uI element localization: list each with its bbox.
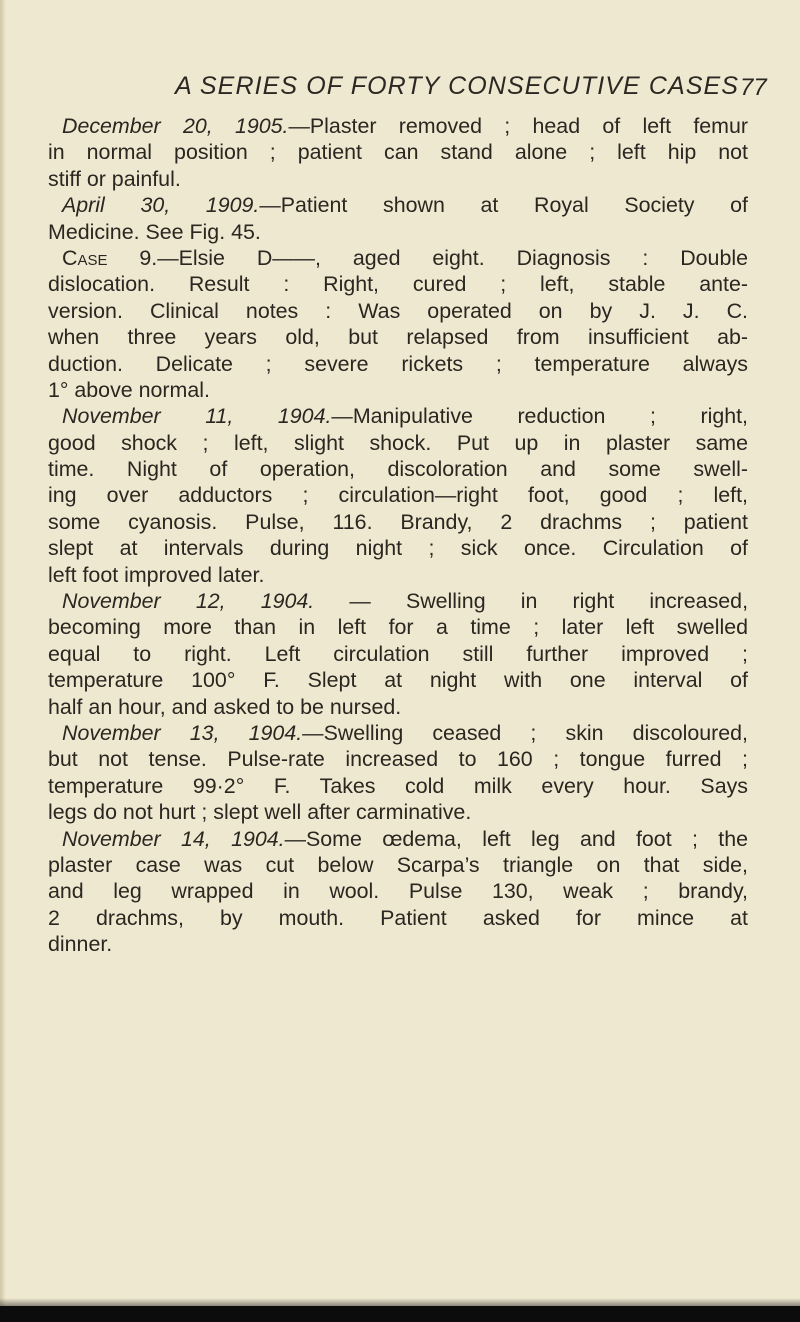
entry-date: November 11, 1904.: [62, 404, 332, 429]
line-text: —Patient shown at Royal Society of: [259, 193, 748, 218]
line-text: —Elsie D——, aged eight. Diagnosis : Double: [157, 245, 748, 270]
text-line: [48, 324, 748, 350]
line-text: half an hour, and asked to be nursed.: [48, 694, 402, 719]
text-line: [48, 720, 748, 746]
line-text: becoming more than in left for a time ; later left swelled: [48, 615, 748, 640]
line-text: and leg wrapped in wool. Pulse 130, weak ; brandy,: [48, 879, 748, 904]
page-header: [0, 64, 800, 104]
text-line: [48, 482, 748, 508]
case-label: Case 9.: [62, 245, 158, 270]
text-line: [48, 562, 748, 588]
page-bottom-edge: [0, 1306, 800, 1322]
text-line: [48, 826, 748, 852]
text-line: [48, 641, 748, 667]
line-text: legs do not hurt ; slept well after carminative.: [48, 800, 472, 825]
page-bottom-shadow: [0, 1298, 800, 1306]
text-line: [48, 878, 748, 904]
running-title: A SERIES OF FORTY CONSECUTIVE CASES: [175, 72, 740, 100]
line-text: in normal position ; patient can stand alone ; left hip not: [48, 140, 748, 165]
line-text: temperature 99·2° F. Takes cold milk every hour. Says: [48, 773, 748, 798]
line-text: —Swelling ceased ; skin discoloured,: [302, 720, 748, 745]
text-line: [48, 351, 748, 377]
text-line: [48, 403, 748, 429]
line-text: but not tense. Pulse-rate increased to 160 ; tongue furred ;: [48, 747, 748, 772]
entry-date: November 12, 1904.: [62, 589, 315, 614]
line-text: stiff or painful.: [48, 166, 181, 191]
text-line: [48, 377, 748, 403]
line-text: good shock ; left, slight shock. Put up in plaster same: [48, 430, 748, 455]
line-text: —Plaster removed ; head of left femur: [288, 114, 748, 138]
text-line: [48, 430, 748, 456]
line-text: 2 drachms, by mouth. Patient asked for mince at: [48, 905, 748, 930]
text-line: [48, 298, 748, 324]
line-text: dislocation. Result : Right, cured ; left, stable ante-: [48, 272, 748, 297]
text-line: [48, 245, 748, 271]
line-text: — Swelling in right increased,: [314, 589, 749, 614]
page-number: 77: [740, 74, 767, 101]
text-line: [48, 905, 748, 931]
line-text: duction. Delicate ; severe rickets ; temperature always: [48, 351, 748, 376]
line-text: ing over adductors ; circulation—right foot, good ; left,: [48, 483, 748, 508]
line-text: temperature 100° F. Slept at night with one interval of: [48, 668, 748, 693]
line-text: plaster case was cut below Scarpa’s triangle on that side,: [48, 852, 748, 877]
text-line: [48, 456, 748, 482]
line-text: some cyanosis. Pulse, 116. Brandy, 2 drachms ; patient: [48, 509, 748, 534]
line-text: slept at intervals during night ; sick once. Circulation of: [48, 536, 748, 561]
entry-date: December 20, 1905.: [62, 114, 289, 138]
text-line: [48, 931, 748, 957]
text-line: [48, 746, 748, 772]
entry-date: November 14, 1904.: [62, 826, 285, 851]
text-line: [48, 773, 748, 799]
text-line: [48, 271, 748, 297]
line-text: left foot improved later.: [48, 562, 265, 587]
text-line: [48, 219, 748, 245]
line-text: version. Clinical notes : Was operated on by J. J. C.: [48, 298, 748, 323]
text-line: [48, 166, 748, 192]
text-line: [48, 113, 748, 139]
text-line: [48, 694, 748, 720]
line-text: equal to right. Left circulation still further improved ;: [48, 641, 748, 666]
page-gutter-shadow: [0, 0, 6, 1322]
text-line: [48, 192, 748, 218]
text-line: [48, 588, 748, 614]
text-line: [48, 535, 748, 561]
line-text: when three years old, but relapsed from insufficient ab-: [48, 325, 748, 350]
text-line: [48, 667, 748, 693]
text-line: [48, 614, 748, 640]
line-text: dinner.: [48, 932, 113, 957]
text-line: [48, 852, 748, 878]
line-text: —Manipulative reduction ; right,: [331, 404, 748, 429]
line-text: —Some œdema, left leg and foot ; the: [284, 826, 748, 851]
text-line: [48, 139, 748, 165]
body-text: [48, 113, 748, 958]
line-text: Medicine. See Fig. 45.: [48, 219, 261, 244]
entry-date: April 30, 1909.: [62, 193, 260, 218]
text-line: [48, 799, 748, 825]
line-text: time. Night of operation, discoloration and some swell-: [48, 457, 748, 482]
entry-date: November 13, 1904.: [62, 720, 303, 745]
line-text: 1° above normal.: [48, 377, 210, 402]
text-line: [48, 509, 748, 535]
